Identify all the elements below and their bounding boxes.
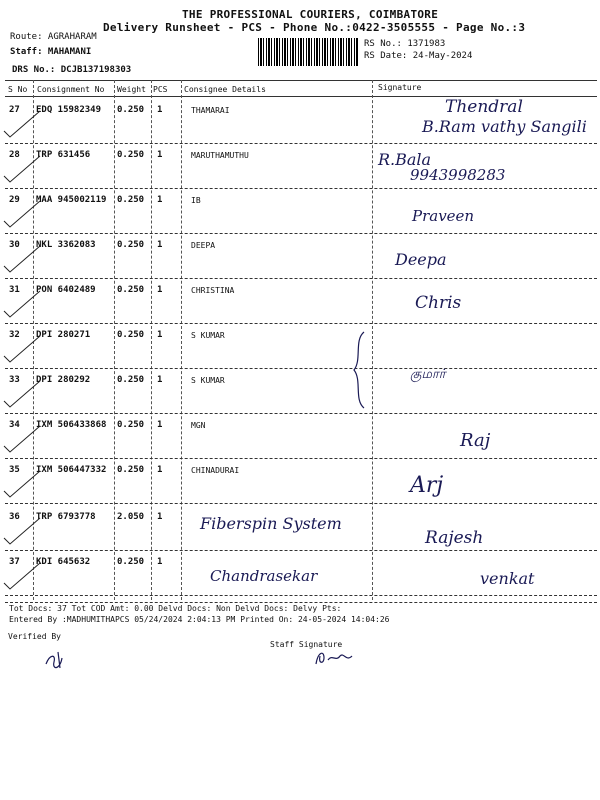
row-sno: 27 <box>9 105 20 115</box>
row-consignee: DEEPA <box>191 241 216 250</box>
row-consignment: TRP 6793778 <box>36 512 96 522</box>
row-pcs: 1 <box>157 150 163 160</box>
row-weight: 0.250 <box>117 420 145 430</box>
row-consignment: DPI 280271 <box>36 330 91 340</box>
row-separator <box>5 595 597 596</box>
staff-label: Staff: MAHAMANI <box>10 47 92 57</box>
row-separator <box>5 323 597 324</box>
row-separator <box>5 413 597 414</box>
row-handwritten-note: B.Ram vathy Sangili <box>422 117 587 136</box>
row-consignee: S KUMAR <box>191 376 225 385</box>
row-pcs: 1 <box>157 285 163 295</box>
row-consignee: S KUMAR <box>191 331 225 340</box>
col-divider <box>372 80 373 600</box>
row-consignee: CHINADURAI <box>191 466 240 475</box>
table-top-rule <box>5 80 597 81</box>
col-signature: Signature <box>378 83 422 92</box>
col-pcs: PCS <box>153 85 168 94</box>
company-name: THE PROFESSIONAL COURIERS, COIMBATORE <box>182 8 439 21</box>
col-consignee: Consignee Details <box>184 85 266 94</box>
row-signature: Thendral <box>445 97 523 117</box>
col-weight: Weight <box>117 85 146 94</box>
tick-mark <box>2 109 42 139</box>
row-separator <box>5 188 597 189</box>
drs-number: DRS No.: DCJB137198303 <box>12 65 132 75</box>
tick-mark <box>2 244 42 274</box>
row-signature: Raj <box>460 430 491 451</box>
entered-by-line: Entered By :MADHUMITHAPCS 05/24/2024 2:04:13 PM Printed On: 24-05-2024 14:04:26 <box>9 615 390 624</box>
row-sno: 32 <box>9 330 20 340</box>
row-weight: 0.250 <box>117 195 145 205</box>
row-consignment: IXM 506447332 <box>36 465 107 475</box>
row-separator <box>5 278 597 279</box>
row-pcs: 1 <box>157 512 163 522</box>
row-pcs: 1 <box>157 375 163 385</box>
row-consignee: MARUTHAMUTHU <box>191 151 249 160</box>
row-consignee: MGN <box>191 421 206 430</box>
row-pcs: 1 <box>157 240 163 250</box>
footer-rule <box>5 602 597 603</box>
row-separator <box>5 368 597 369</box>
row-consignment: TRP 631456 <box>36 150 91 160</box>
row-handwritten-note: 9943998283 <box>410 166 506 184</box>
row-signature: Rajesh <box>425 528 484 548</box>
totals-line: Tot Docs: 37 Tot COD Amt: 0.00 Delvd Docs: Non Delvd Docs: Delvy Pts: <box>9 604 342 613</box>
row-sno: 30 <box>9 240 20 250</box>
row-separator <box>5 143 597 144</box>
tick-mark <box>2 154 42 184</box>
tick-mark <box>2 289 42 319</box>
row-pcs: 1 <box>157 465 163 475</box>
row-separator <box>5 458 597 459</box>
row-sno: 28 <box>9 150 20 160</box>
row-separator <box>5 550 597 551</box>
row-signature: venkat <box>480 569 535 588</box>
col-consignment: Consignment No <box>37 85 105 94</box>
row-weight: 0.250 <box>117 150 145 160</box>
row-weight: 0.250 <box>117 285 145 295</box>
route-label: Route: AGRAHARAM <box>10 32 97 42</box>
row-consignment: EDQ 15982349 <box>36 105 102 115</box>
row-signature: R.Bala <box>378 150 432 169</box>
row-consignee: THAMARAI <box>191 106 230 115</box>
row-weight: 0.250 <box>117 465 145 475</box>
tick-mark <box>2 424 42 454</box>
row-separator <box>5 503 597 504</box>
row-consignment: MAA 945002119 <box>36 195 107 205</box>
col-divider <box>151 80 152 600</box>
tick-mark <box>2 469 42 499</box>
row-sno: 36 <box>9 512 20 522</box>
col-sno: S No <box>8 85 28 94</box>
row-signature: குமார் <box>410 367 446 382</box>
row-pcs: 1 <box>157 195 163 205</box>
row-pcs: 1 <box>157 420 163 430</box>
row-consignment: NKL 3362083 <box>36 240 96 250</box>
row-weight: 0.250 <box>117 330 145 340</box>
row-separator <box>5 233 597 234</box>
rs-number: RS No.: 1371983 <box>364 39 446 49</box>
row-signature: Arj <box>410 473 444 498</box>
col-divider <box>114 80 115 600</box>
row-pcs: 1 <box>157 105 163 115</box>
row-sno: 37 <box>9 557 20 567</box>
staff-signature-label: Staff Signature <box>270 640 343 649</box>
tick-mark <box>2 379 42 409</box>
row-pcs: 1 <box>157 330 163 340</box>
row-sno: 35 <box>9 465 20 475</box>
row-weight: 2.050 <box>117 512 145 522</box>
tick-mark <box>2 199 42 229</box>
row-signature: Praveen <box>412 207 475 225</box>
row-signature: Deepa <box>395 250 447 269</box>
row-consignment: IXM 506433868 <box>36 420 107 430</box>
row-sno: 33 <box>9 375 20 385</box>
row-sno: 31 <box>9 285 20 295</box>
row-weight: 0.250 <box>117 240 145 250</box>
row-sno: 34 <box>9 420 20 430</box>
verifier-signature <box>40 648 70 674</box>
row-weight: 0.250 <box>117 105 145 115</box>
row-weight: 0.250 <box>117 557 145 567</box>
row-handwritten-note: Fiberspin System <box>200 514 342 533</box>
row-consignment: PON 6402489 <box>36 285 96 295</box>
row-consignee: IB <box>191 196 201 205</box>
row-consignment: DPI 280292 <box>36 375 91 385</box>
row-consignment: KDI 645632 <box>36 557 91 567</box>
rs-date: RS Date: 24-May-2024 <box>364 51 473 61</box>
row-pcs: 1 <box>157 557 163 567</box>
staff-signature <box>312 646 362 668</box>
row-signature: Chris <box>415 293 462 313</box>
row-handwritten-note: Chandrasekar <box>210 567 318 585</box>
row-weight: 0.250 <box>117 375 145 385</box>
runsheet-title: Delivery Runsheet - PCS - Phone No.:0422-3505555 - Page No.:3 <box>103 21 526 34</box>
tick-mark <box>2 561 42 591</box>
row-sno: 29 <box>9 195 20 205</box>
brace-mark <box>350 330 370 410</box>
tick-mark <box>2 334 42 364</box>
barcode <box>258 38 358 66</box>
row-consignee: CHRISTINA <box>191 286 235 295</box>
col-divider <box>181 80 182 600</box>
verified-by-label: Verified By <box>8 632 61 641</box>
tick-mark <box>2 516 42 546</box>
